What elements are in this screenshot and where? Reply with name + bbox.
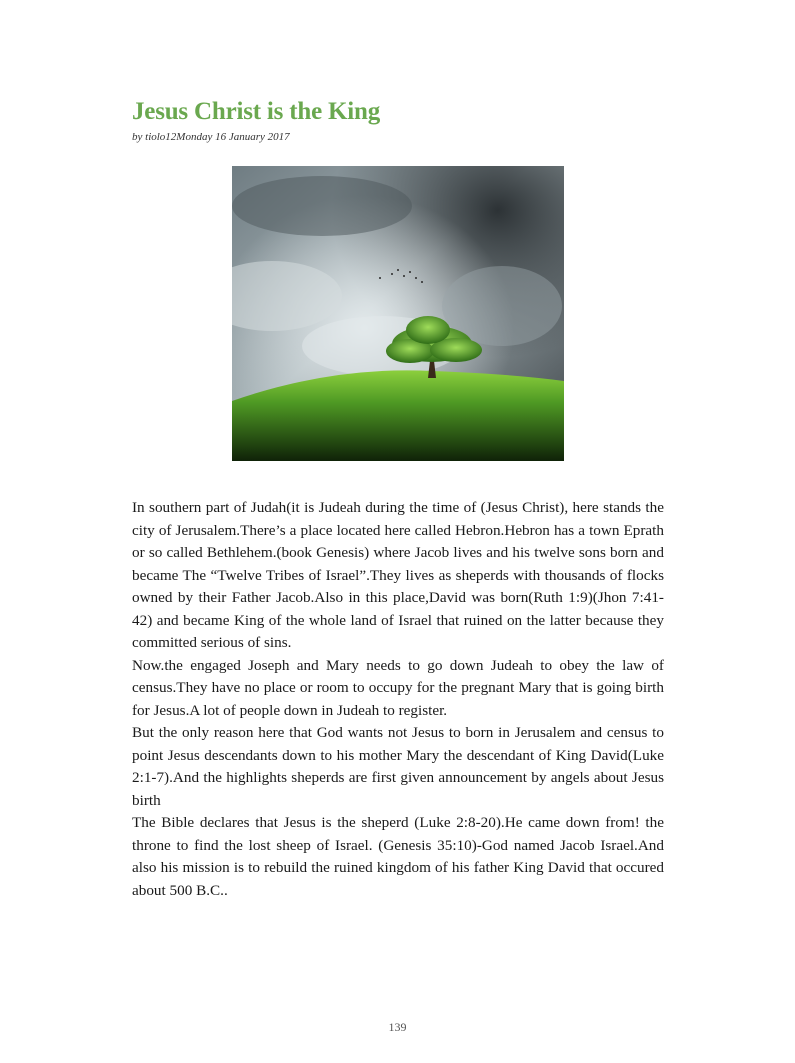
article-paragraph: But the only reason here that God wants not Jesus to born in Jerusalem and census to point Jesus descendants down to his mother Mary the descendant of King David(Luke 2:1-7).And the highlights sheperds are first given announcement by angels about Jesus birth <box>132 724 664 809</box>
article-paragraph: Now.the engaged Joseph and Mary needs to go down Judeah to obey the law of census.They have no place or room to occupy for the pregnant Mary that is going birth for Jesus.A lot of people down in Judeah to register. <box>132 656 664 719</box>
article-paragraph: The Bible declares that Jesus is the sheperd (Luke 2:8-20).He came down from! the throne to find the lost sheep of Israel. (Genesis 35:10)-God named Jacob Israel.And also his mission is to rebuild the ruined kingdom of his father King David that occured about 500 B.C.. <box>132 814 664 899</box>
article-title: Jesus Christ is the King <box>132 98 381 125</box>
article-byline: by tiolo12Monday 16 January 2017 <box>132 131 290 143</box>
tree-on-hill-photo <box>232 166 564 461</box>
article-paragraph: In southern part of Judah(it is Judeah during the time of (Jesus Christ), here stands the city of Jerusalem.There’s a place located here called Hebron.Hebron has a town Eprath or so called Bethlehem.(book Genesis) where Jacob lives and his twelve sons born and became The “Twelve Tribes of Israel”.They lives as sheperds with thousands of flocks owned by their Father Jacob.Also in this place,David was born(Ruth 1:9)(Jhon 7:41-42) and became King of the whole land of Israel that ruined on the latter because they committed serious of sins. <box>132 499 664 651</box>
page-number: 139 <box>388 1020 407 1034</box>
article-body <box>132 497 664 902</box>
